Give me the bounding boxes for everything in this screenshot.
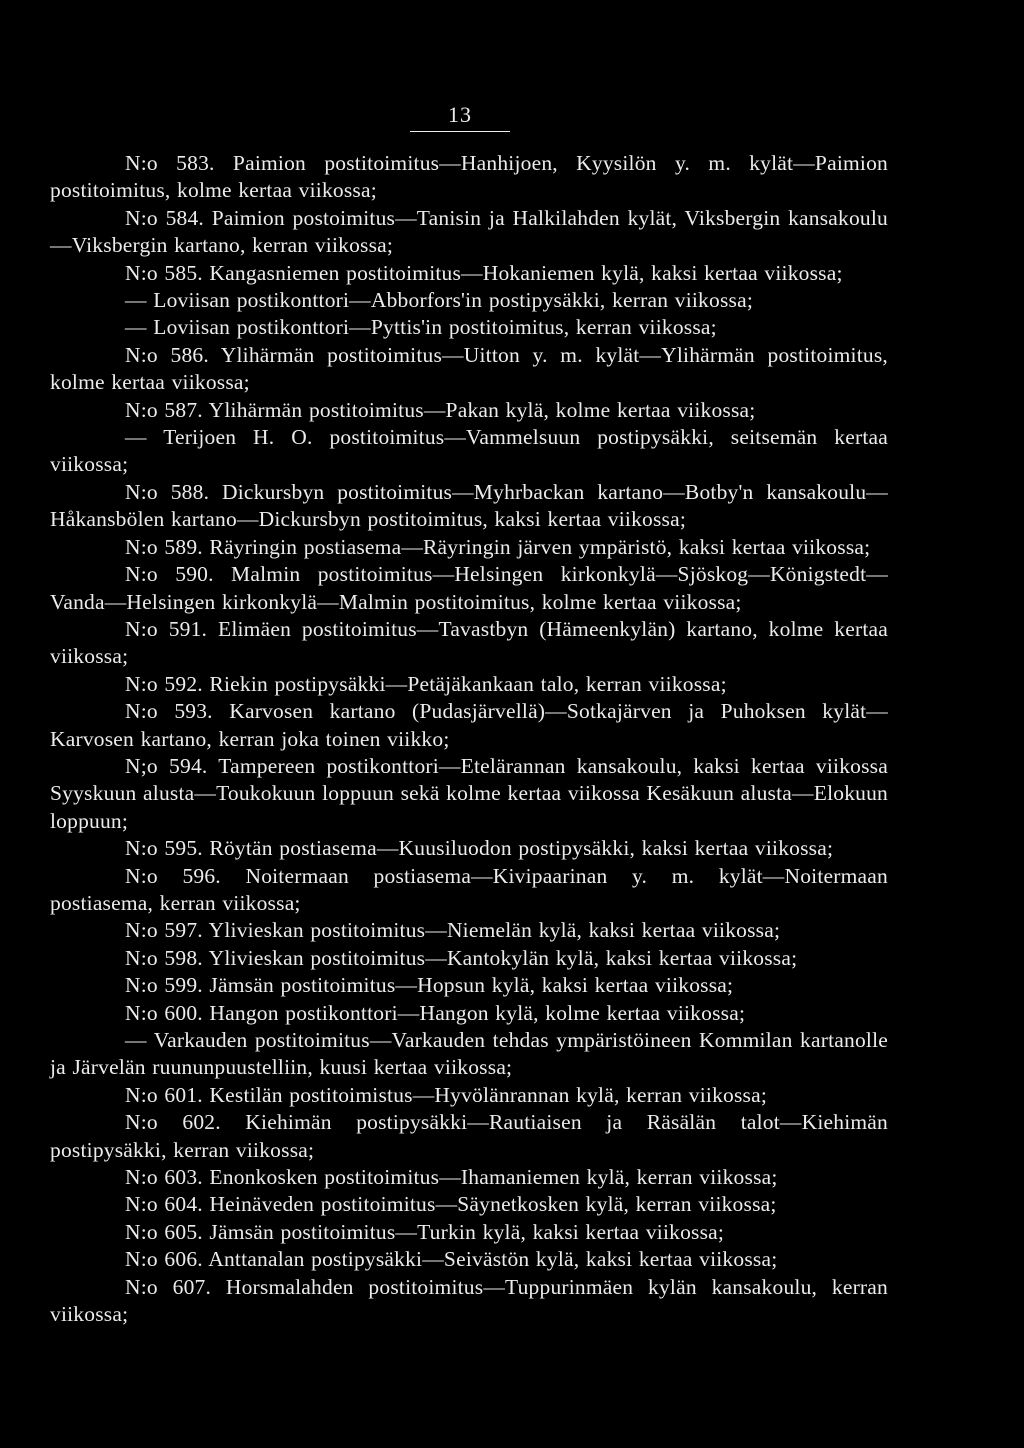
entry-602: N:o 602. Kiehimän postipysäkki—Rautiaisen ja Räsälän talot—Kiehimän postipysäkki, kerran viikossa; xyxy=(50,1110,888,1162)
entry-601: N:o 601. Kestilän postitoimistus—Hyvölänrannan kylä, kerran viikossa; xyxy=(125,1082,768,1107)
document-body xyxy=(50,150,888,1328)
entry-595: N:o 595. Röytän postiasema—Kuusiluodon postipysäkki, kaksi kertaa viikossa; xyxy=(125,836,834,861)
entry-585-loviisan-abborfors: — Loviisan postikonttori—Abborfors'in postipysäkki, kerran viikossa; xyxy=(125,288,754,313)
entry-583: N:o 583. Paimion postitoimitus—Hanhijoen, Kyysilön y. m. kylät—Paimion postitoimitus, kolme kertaa viikossa; xyxy=(50,151,888,203)
entry-591: N:o 591. Elimäen postitoimitus—Tavastbyn (Hämeenkylän) kartano, kolme kertaa viikossa; xyxy=(50,616,888,669)
entry-588: N:o 588. Dickursbyn postitoimitus—Myhrbackan kartano—Botby'n kansakoulu—Håkansbölen kartano—Dickursbyn postitoimitus, kaksi kertaa viikossa; xyxy=(50,479,888,532)
entry-607: N:o 607. Horsmalahden postitoimitus—Tuppurinmäen kylän kansakoulu, kerran viikossa; xyxy=(50,1274,888,1327)
entry-589: N:o 589. Räyringin postiasema—Räyringin järven ympäristö, kaksi kertaa viikossa; xyxy=(125,534,871,559)
page-number-rule xyxy=(410,131,510,132)
entry-600-varkauden: — Varkauden postitoimitus—Varkauden tehdas ympäristöineen Kommilan kartanolle ja Järvelän ruununpuustelliin, kuusi kertaa viikossa; xyxy=(50,1028,888,1080)
entry-605: N:o 605. Jämsän postitoimitus—Turkin kylä, kaksi kertaa viikossa; xyxy=(125,1219,725,1244)
entry-587-terijoen: — Terijoen H. O. postitoimitus—Vammelsuun postipysäkki, seitsemän kertaa viikossa; xyxy=(50,425,888,477)
entry-584: N:o 584. Paimion postoimitus—Tanisin ja Halkilahden kylät, Viksbergin kansakoulu—Viksbergin kartano, kerran viikossa; xyxy=(50,205,888,258)
entry-599: N:o 599. Jämsän postitoimitus—Hopsun kylä, kaksi kertaa viikossa; xyxy=(125,973,734,998)
entry-598: N:o 598. Ylivieskan postitoimitus—Kantokylän kylä, kaksi kertaa viikossa; xyxy=(125,945,798,970)
entry-597: N:o 597. Ylivieskan postitoimitus—Niemelän kylä, kaksi kertaa viikossa; xyxy=(125,918,781,943)
entry-587: N:o 587. Ylihärmän postitoimitus—Pakan kylä, kolme kertaa viikossa; xyxy=(125,397,756,422)
entry-606: N:o 606. Anttanalan postipysäkki—Seivästön kylä, kaksi kertaa viikossa; xyxy=(125,1247,778,1272)
entry-585: N:o 585. Kangasniemen postitoimitus—Hokaniemen kylä, kaksi kertaa viikossa; xyxy=(125,260,843,285)
entry-593: N:o 593. Karvosen kartano (Pudasjärvellä)—Sotkajärven ja Puhoksen kylät—Karvosen kartano, kerran joka toinen viikko; xyxy=(50,699,888,751)
entry-603: N:o 603. Enonkosken postitoimitus—Ihamaniemen kylä, kerran viikossa; xyxy=(125,1165,778,1190)
entry-586: N:o 586. Ylihärmän postitoimitus—Uitton y. m. kylät—Ylihärmän postitoimitus, kolme kertaa viikossa; xyxy=(50,342,888,395)
entry-600: N:o 600. Hangon postikonttori—Hangon kylä, kolme kertaa viikossa; xyxy=(125,1000,746,1025)
page-number: 13 xyxy=(448,102,472,127)
entry-604: N:o 604. Heinäveden postitoimitus—Säynetkosken kylä, kerran viikossa; xyxy=(125,1192,777,1217)
entry-590: N:o 590. Malmin postitoimitus—Helsingen kirkonkylä—Sjöskog—Königstedt—Vanda—Helsingen kirkonkylä—Malmin postitoimitus, kolme kertaa viikossa; xyxy=(50,562,888,614)
entry-594: N;o 594. Tampereen postikonttori—Etelärannan kansakoulu, kaksi kertaa viikossa Syyskuun alusta—Toukokuun loppuun sekä kolme kertaa viikossa Kesäkuun alusta—Elokuun loppuun; xyxy=(50,753,888,833)
entry-585-loviisan-pyttis: — Loviisan postikonttori—Pyttis'in postitoimitus, kerran viikossa; xyxy=(125,315,717,340)
entry-596: N:o 596. Noitermaan postiasema—Kivipaarinan y. m. kylät—Noitermaan postiasema, kerran viikossa; xyxy=(50,863,888,915)
entry-592: N:o 592. Riekin postipysäkki—Petäjäkankaan talo, kerran viikossa; xyxy=(125,671,727,696)
